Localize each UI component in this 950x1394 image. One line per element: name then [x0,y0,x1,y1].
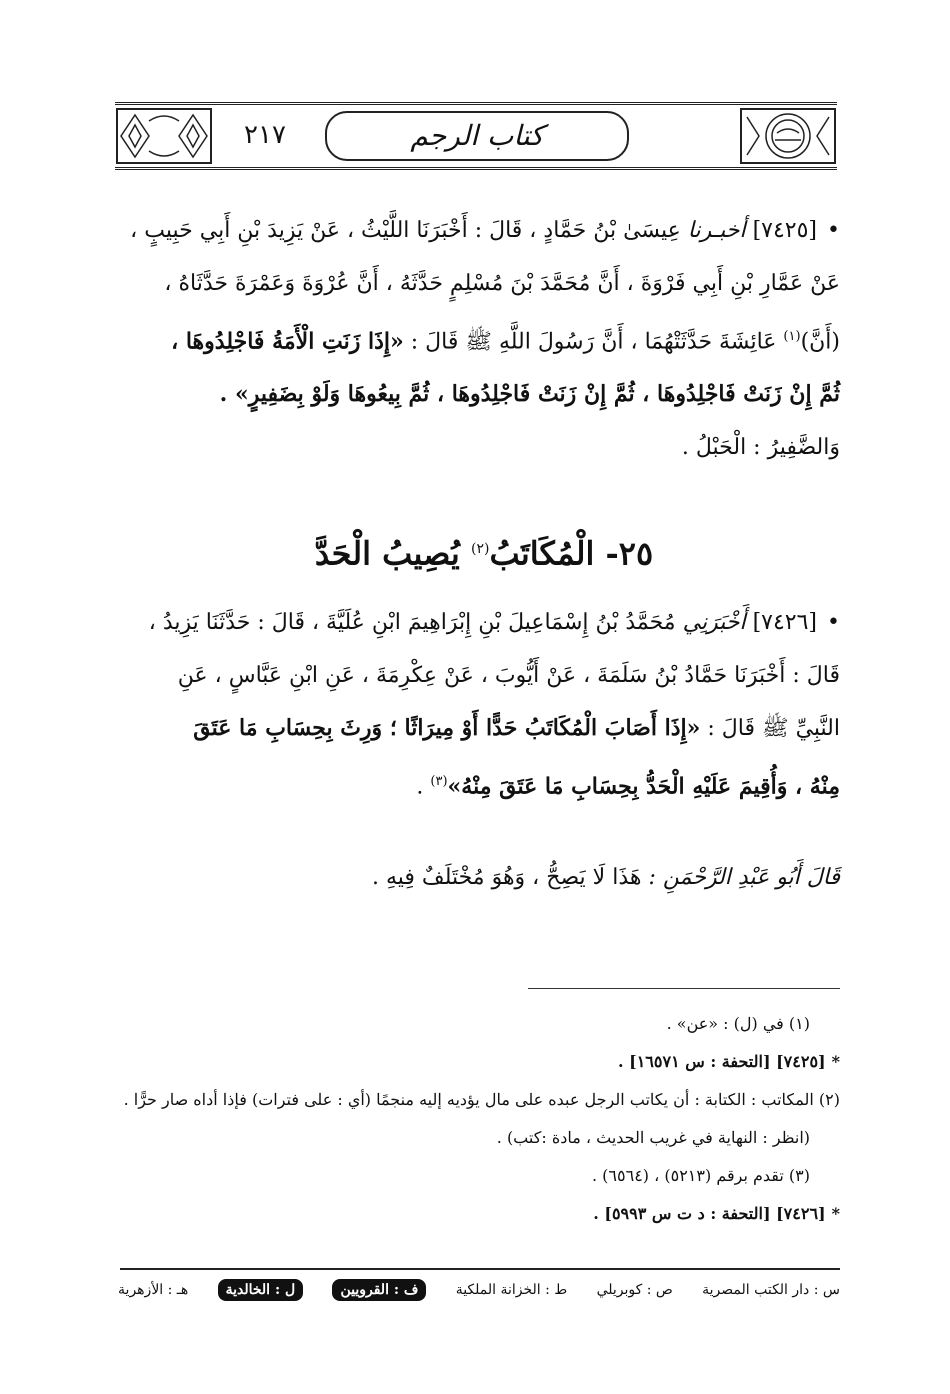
author-note [200,858,840,898]
legend-item: هـ : الأزهرية [118,1282,189,1298]
gloss-text: وَالضَّفِيرُ : الْحَبْلُ . [681,435,840,461]
legend-badge: ل : الخالدية [218,1279,304,1301]
footnote-text: [٧٤٢٦] [التحفة : د ت س ٥٩٩٣] . [593,1204,826,1223]
footnote-text: [٧٤٢٥] [التحفة : س ١٦٥٧١] . [617,1052,826,1071]
note-text: هَذَا لَا يَصِحُّ ، وَهُوَ مُخْتَلَفٌ فِيهِ . [371,865,642,890]
narration-word: أَخْبَرَنِي [682,610,746,635]
isnad-text: مُحَمَّدُ بْنُ إِسْمَاعِيلَ بْنِ إِبْرَاهِيمَ ابْنِ عُلَيَّةَ ، قَالَ : حَدَّثَنَا يَزِيدُ ، [148,610,676,635]
legend-item: س : دار الكتب المصرية [702,1282,840,1298]
narration-word: أخبـرنا [687,218,746,243]
matn-text: «إِذَا زَنَتِ الْأَمَةُ فَاجْلِدُوهَا ، [171,328,404,355]
page-number: ٢١٧ [244,120,286,150]
legend-badge: ف : القرويين [332,1279,426,1301]
hadith-number: [٧٤٢٦] [752,610,818,635]
footnote-item [108,1157,840,1195]
isnad-text: عَائِشَةَ حَدَّثَتْهُمَا ، أَنَّ رَسُولَ اللَّهِ ﷺ قَالَ : [410,329,777,355]
manuscript-legend [118,1272,840,1308]
hadith-line [128,368,840,421]
legend-item: ص : كوبريلي [596,1282,673,1298]
footnote-separator [528,988,840,989]
footnotes [108,1005,840,1233]
section-title-text: يُصِيبُ الْحَدَّ [314,534,460,573]
asterisk-icon: * [831,1204,840,1223]
footnote-item [108,1005,840,1043]
bullet-icon: • [827,610,840,635]
punctuation: . [416,774,424,800]
footnote-text: (١) في (ل) : «عن» . [666,1014,810,1033]
footnote-ref: (٣) [430,774,448,789]
legend-separator [120,1268,840,1270]
hadith-number: [٧٤٢٥] [752,218,818,243]
bullet-icon: • [827,218,840,243]
chapter-title-frame [325,111,629,161]
section-title-text: ٢٥- الْمُكَاتَبُ [489,534,654,573]
chapter-title: كتاب الرجم [410,119,544,152]
hadith-line [128,755,840,813]
footnote-ref: (٢) [470,541,490,557]
legend-item: ط : الخزانة الملكية [455,1282,568,1298]
hadith-line [128,596,840,649]
hadith-line [128,310,840,368]
hadith-line [128,204,840,257]
isnad-text: عَنْ عَمَّارِ بْنِ أَبِي فَرْوَةَ ، أَنَّ مُحَمَّدَ بْنَ مُسْلِمٍ حَدَّثَهُ ، أَنَّ عُرْوَةَ وَعَمْرَةَ حَدَّثَاهُ ، [164,271,840,296]
emblem-icon [739,107,837,165]
page-header [115,102,837,170]
isnad-text: قَالَ : أَخْبَرَنَا حَمَّادُ بْنُ سَلَمَةَ ، عَنْ أَيُّوبَ ، عَنْ عِكْرِمَةَ ، عَنِ ابْنِ عَبَّاسٍ ، عَنِ [177,663,840,688]
matn-text: مِنْهُ ، وَأُقِيمَ عَلَيْهِ الْحَدُّ بِحِسَابِ مَا عَتَقَ مِنْهُ» [447,773,840,800]
section-title [128,524,840,579]
isnad-text: النَّبِيِّ ﷺ قَالَ : [707,716,840,741]
hadith-line [128,649,840,702]
footnote-item [108,1195,840,1233]
matn-text: ثُمَّ إِنْ زَنَتْ فَاجْلِدُوهَا ، ثُمَّ إِنْ زَنَتْ فَاجْلِدُوهَا ، ثُمَّ بِيعُوهَا وَلَوْ بِضَفِيرٍ» . [219,381,840,408]
ornament-icon [115,107,213,165]
isnad-text: عِيسَىٰ بْنُ حَمَّادٍ ، قَالَ : أَخْبَرَنَا اللَّيْثُ ، عَنْ يَزِيدَ بْنِ أَبِي حَبِيبٍ ، [130,218,681,243]
footnote-text: (٣) تقدم برقم (٥٢١٣) ، (٦٥٦٤) . [591,1166,810,1185]
hadith-line [128,421,840,474]
asterisk-icon: * [831,1052,840,1071]
hadith-line [128,257,840,310]
footnote-item [108,1043,840,1081]
matn-text: «إِذَا أَصَابَ الْمُكَاتَبُ حَدًّا أَوْ مِيرَاثًا ؛ وَرِثَ بِحِسَابِ مَا عَتَقَ [193,715,701,741]
footnote-ref: (١) [783,329,801,344]
hadith-7425 [128,204,840,474]
isnad-text: (أَنَّ) [800,329,840,355]
hadith-line [128,702,840,755]
footnote-text: (٢) المكاتب : الكتابة : أن يكاتب الرجل عبده على مال يؤديه إليه منجمًا (أي : على فترات) فإذا أداه صار حرًّا . (انظر : النهاية في غريب الحديث ، مادة :كتب) . [123,1090,840,1147]
note-speaker: قَالَ أَبُو عَبْدِ الرَّحْمَنِ : [648,865,840,890]
footnote-item [108,1081,840,1157]
hadith-7426 [128,596,840,813]
